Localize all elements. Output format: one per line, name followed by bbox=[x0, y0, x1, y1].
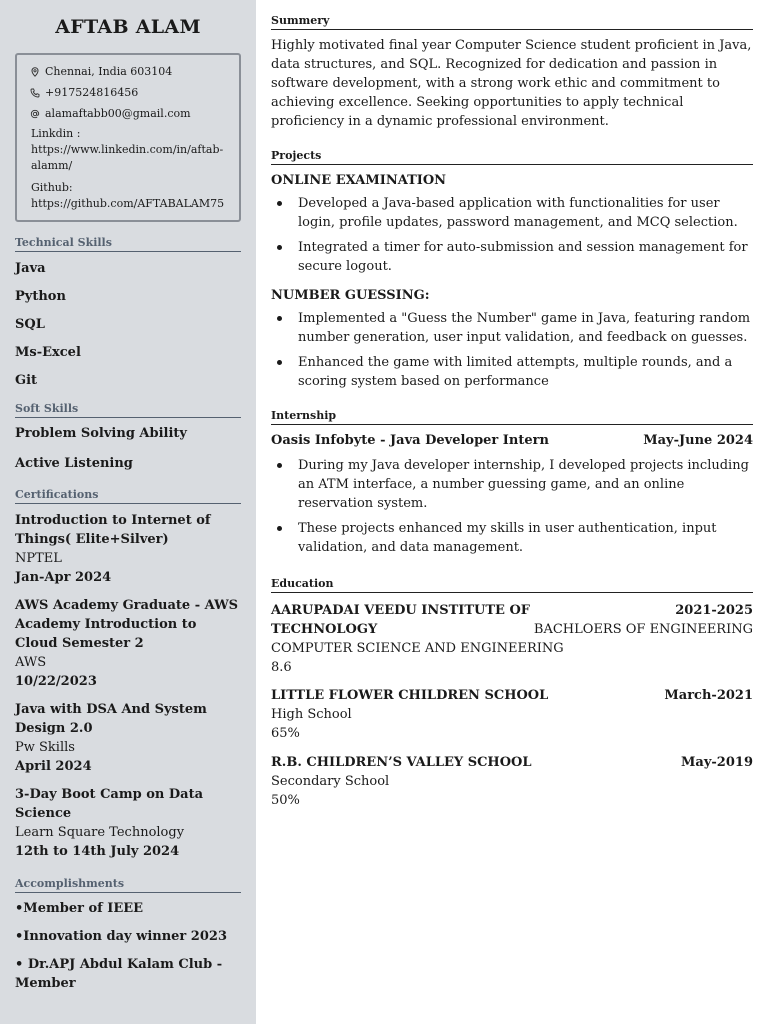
skill-item: SQL bbox=[15, 317, 45, 332]
location-text: Chennai, India 603104 bbox=[45, 64, 173, 78]
phone-icon bbox=[27, 88, 43, 98]
education-date: May-2019 bbox=[681, 755, 753, 770]
soft-skill-item: Problem Solving Ability bbox=[15, 426, 187, 441]
education-date: March-2021 bbox=[664, 688, 753, 703]
contact-box bbox=[15, 53, 241, 222]
education-right bbox=[534, 601, 753, 639]
education-row bbox=[271, 601, 753, 639]
soft-skills-heading: Soft Skills bbox=[15, 402, 241, 418]
projects-heading: Projects bbox=[271, 149, 753, 165]
cert-date: 10/22/2023 bbox=[15, 674, 97, 689]
education-item bbox=[271, 686, 753, 743]
education-field: COMPUTER SCIENCE AND ENGINEERING bbox=[271, 641, 564, 656]
internship-date: May-June 2024 bbox=[643, 433, 753, 448]
cert-date: April 2024 bbox=[15, 759, 92, 774]
project-bullet: Integrated a timer for auto-submission and session management for secure logout. bbox=[271, 238, 753, 276]
school-name: AARUPADAI VEEDU INSTITUTE OF TECHNOLOGY bbox=[271, 603, 531, 637]
internship-row bbox=[271, 431, 753, 450]
education-row bbox=[271, 686, 753, 705]
cert-issuer: AWS bbox=[15, 655, 47, 670]
linkedin-block bbox=[31, 126, 231, 174]
cert-issuer: NPTEL bbox=[15, 551, 62, 566]
project-bullet: Implemented a "Guess the Number" game in Java, featuring random number generation, user input validation, and feedback on guesses. bbox=[271, 309, 753, 347]
education-date: 2021-2025 bbox=[675, 603, 753, 618]
education-row bbox=[271, 753, 753, 772]
accomplishments-heading: Accomplishments bbox=[15, 877, 241, 893]
cert-title: Java with DSA And System Design 2.0 bbox=[15, 702, 207, 736]
certification-item bbox=[15, 785, 241, 861]
internship-heading: Internship bbox=[271, 409, 753, 425]
soft-skill-item: Active Listening bbox=[15, 456, 133, 471]
at-sign-icon bbox=[27, 109, 43, 119]
summary-heading: Summery bbox=[271, 14, 753, 30]
cert-title: AWS Academy Graduate - AWS Academy Introduction to Cloud Semester 2 bbox=[15, 598, 239, 651]
accomplishments-list bbox=[15, 901, 241, 993]
education-grade: 50% bbox=[271, 793, 300, 808]
certifications-heading: Certifications bbox=[15, 488, 241, 504]
school-name: LITTLE FLOWER CHILDREN SCHOOL bbox=[271, 688, 549, 703]
contact-phone bbox=[27, 82, 231, 103]
cert-date: Jan-Apr 2024 bbox=[15, 570, 112, 585]
contact-location bbox=[27, 61, 231, 82]
certification-item bbox=[15, 700, 241, 776]
internship-role: Oasis Infobyte - Java Developer Intern bbox=[271, 433, 549, 448]
education-heading: Education bbox=[271, 577, 753, 593]
accomplishment-item: • Dr.APJ Abdul Kalam Club - Member bbox=[15, 957, 223, 991]
school-name: R.B. CHILDREN’S VALLEY SCHOOL bbox=[271, 755, 532, 770]
cert-issuer: Pw Skills bbox=[15, 740, 75, 755]
education-grade: 65% bbox=[271, 726, 300, 741]
internship-bullet: During my Java developer internship, I developed projects including an ATM interface, a number guessing game, and an online reservation system. bbox=[271, 456, 753, 513]
project-bullet: Developed a Java-based application with functionalities for user login, profile updates, password management, and MCQ selection. bbox=[271, 194, 753, 232]
phone-text: +917524816456 bbox=[45, 85, 139, 99]
cert-date: 12th to 14th July 2024 bbox=[15, 844, 180, 859]
internship-bullets bbox=[271, 456, 753, 557]
education-grade: 8.6 bbox=[271, 660, 292, 675]
skill-item: Git bbox=[15, 373, 38, 388]
main-content bbox=[271, 0, 753, 1024]
education-level: Secondary School bbox=[271, 774, 390, 789]
certifications-list bbox=[15, 511, 241, 861]
education-item bbox=[271, 601, 753, 677]
linkedin-label: Linkdin : bbox=[31, 127, 81, 140]
github-block bbox=[31, 180, 231, 212]
accomplishment-item: •Member of IEEE bbox=[15, 901, 144, 916]
linkedin-link[interactable]: https://www.linkedin.com/in/aftab-alamm/ bbox=[31, 143, 224, 172]
project-bullets bbox=[271, 194, 753, 276]
technical-skills-heading: Technical Skills bbox=[15, 236, 241, 252]
sidebar bbox=[0, 0, 256, 1024]
contact-email[interactable] bbox=[27, 103, 231, 124]
skill-item: Python bbox=[15, 289, 66, 304]
location-pin-icon bbox=[27, 67, 43, 77]
summary-text: Highly motivated final year Computer Science student proficient in Java, data structures, and SQL. Recognized for dedication and passion in software development, with a strong work ethic and commitment to achieving excellence. Seeking opportunities to apply technical proficiency in a dynamic professional environment. bbox=[271, 38, 752, 129]
certification-item bbox=[15, 596, 241, 691]
project-title: NUMBER GUESSING: bbox=[271, 288, 430, 303]
degree-name: BACHLOERS OF ENGINEERING bbox=[533, 622, 753, 637]
skill-item: Java bbox=[15, 261, 46, 276]
project-bullets bbox=[271, 309, 753, 391]
project-bullet: Enhanced the game with limited attempts, multiple rounds, and a scoring system based on performance bbox=[271, 353, 753, 391]
cert-title: 3-Day Boot Camp on Data Science bbox=[15, 787, 203, 821]
cert-title: Introduction to Internet of Things( Elite+Silver) bbox=[15, 513, 211, 547]
education-item bbox=[271, 753, 753, 810]
email-link[interactable]: alamaftabb00@gmail.com bbox=[45, 106, 191, 120]
github-link[interactable]: https://github.com/AFTABALAM75 bbox=[31, 197, 225, 210]
candidate-name: AFTAB ALAM bbox=[55, 16, 201, 38]
skill-item: Ms-Excel bbox=[15, 345, 81, 360]
project-title: ONLINE EXAMINATION bbox=[271, 173, 447, 188]
github-label: Github: bbox=[31, 181, 73, 194]
certification-item bbox=[15, 511, 241, 587]
education-level: High School bbox=[271, 707, 352, 722]
soft-skills-list bbox=[15, 426, 241, 472]
accomplishment-item: •Innovation day winner 2023 bbox=[15, 929, 227, 944]
internship-bullet: These projects enhanced my skills in user authentication, input validation, and data management. bbox=[271, 519, 753, 557]
technical-skills-list bbox=[15, 261, 241, 389]
cert-issuer: Learn Square Technology bbox=[15, 825, 185, 840]
